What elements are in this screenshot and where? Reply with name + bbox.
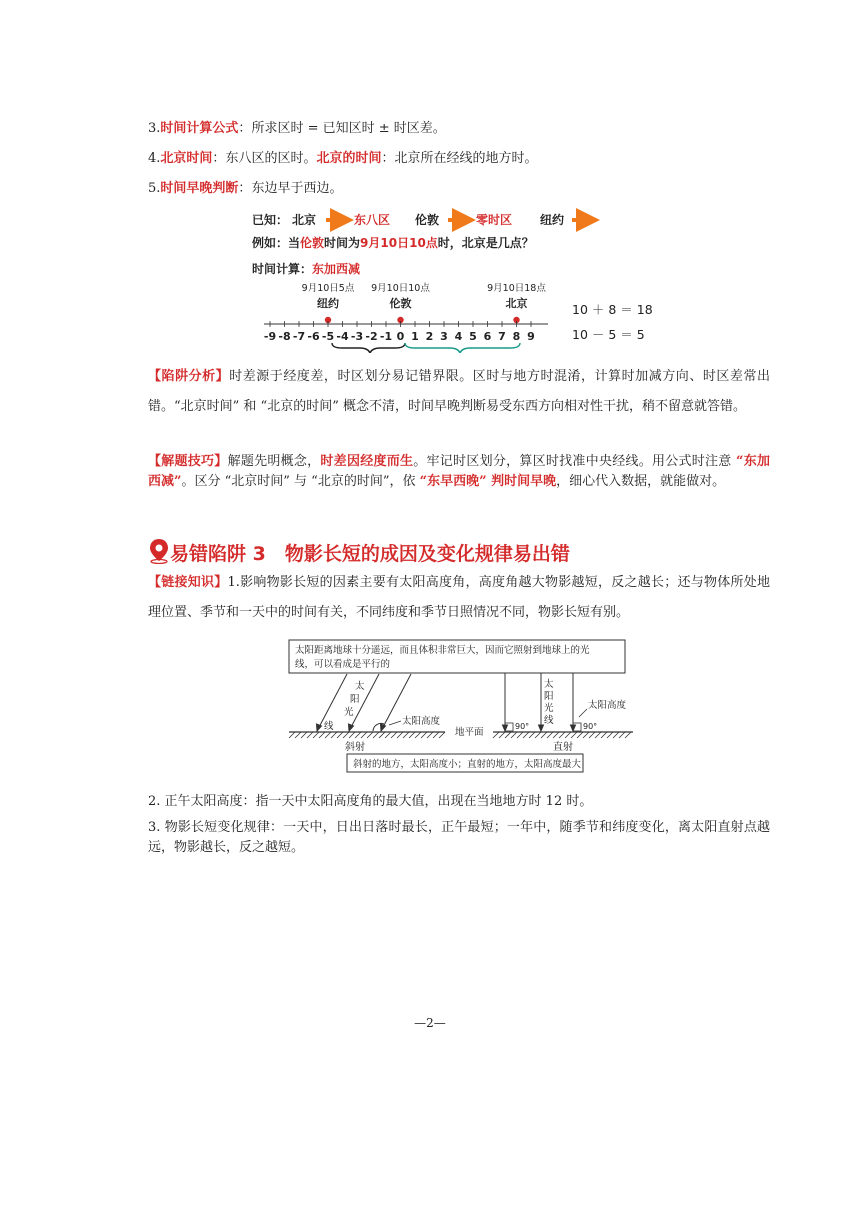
axis-tick-label: 1 [411, 330, 419, 343]
item-formula: 3.时间计算公式：所求区时 = 已知区时 ± 时区差。 [148, 121, 446, 136]
axis-tick-label: -7 [292, 330, 306, 343]
right-angle-label: 90° [583, 722, 598, 731]
solve-tips: 【解题技巧】解题先明概念，时差因经度而生。牢记时区划分，算区时找准中央经线。用公式时注意 “东加西减”。区分 “北京时间” 与 “北京的时间”，依 “东早西晚” 判时间早晚，细心代入数据，就能做对。 [148, 454, 770, 489]
zone-zero-label: 零时区 [476, 213, 513, 227]
direct-rays [503, 673, 576, 731]
axis-tick-label: 3 [440, 330, 448, 343]
ground-label: 地平面 [455, 727, 484, 738]
location-pin-icon [148, 538, 170, 564]
axis-tick-label: 7 [498, 330, 506, 343]
equation-east: 10 ＋ 8 ＝ 18 [572, 302, 653, 317]
city-beijing-label: 北京 [292, 213, 317, 227]
altitude-label-right: 太阳高度 [588, 700, 627, 711]
city-london-label: 伦敦 [415, 213, 440, 227]
city-name-label: 北京 [505, 297, 528, 310]
section-title: 易错陷阱 3 物影长短的成因及变化规律易出错 [170, 543, 570, 565]
axis-tick-label: -2 [365, 330, 378, 343]
example-line: 例如：当伦敦时间为9月10日10点时，北京是几点？ [252, 236, 534, 250]
axis-tick-label: -6 [307, 330, 320, 343]
axis-tick-label: 2 [425, 330, 434, 343]
right-angle-label: 90° [515, 722, 530, 731]
item-early-late: 5.时间早晚判断：东边早于西边。 [148, 181, 343, 196]
axis-tick-label: 8 [512, 330, 521, 343]
sun-rays-figure [285, 637, 637, 779]
axis-tick-label: -4 [336, 330, 349, 343]
page-number: —2— [414, 1016, 446, 1030]
direct-label: 直射 [553, 742, 573, 753]
point-noon-altitude: 2. 正午太阳高度：指一天中太阳高度角的最大值，出现在当地地方时 12 时。 [148, 794, 593, 809]
city-name-label: 伦敦 [389, 297, 412, 310]
axis-tick-label: -8 [278, 330, 291, 343]
direct-ray-label: 太 阳 光 线 [544, 679, 554, 726]
bottom-note: 斜射的地方，太阳高度小；直射的地方，太阳高度最大 [353, 759, 582, 770]
oblique-label: 斜射 [345, 742, 365, 753]
point-shadow-rule: 3. 物影长短变化规律：一天中，日出日落时最长，正午最短；一年中，随季节和纬度变化，离太阳直射点越远，物影越长，反之越短。 [148, 820, 770, 855]
item-beijing-time: 4.北京时间：东八区的区时。北京的时间：北京所在经线的地方时。 [148, 151, 538, 166]
city-newyork-label: 纽约 [540, 213, 565, 227]
top-note-line2: 线，可以看成是平行的 [295, 659, 391, 670]
city-labels [302, 282, 547, 323]
calc-line: 时间计算：东加西减 [252, 262, 361, 276]
axis-tick-label: 5 [469, 330, 477, 343]
altitude-label-left: 太阳高度 [402, 716, 441, 727]
known-label: 已知： [252, 213, 289, 227]
city-time-label: 9月10日10点 [371, 283, 430, 294]
axis-tick-label: 6 [483, 330, 492, 343]
axis-tick-label: -3 [350, 330, 364, 343]
equation-west: 10 － 5 ＝ 5 [572, 327, 645, 342]
trap-analysis: 【陷阱分析】时差源于经度差，时区划分易记错界限。区时与地方时混淆，计算时加减方向、时区差常出错。“北京时间” 和 “北京的时间” 概念不清，时间早晚判断易受东西方向相对性干扰，稍不留意就答错。 [148, 369, 770, 414]
top-note-line1: 太阳距离地球十分遥远，而且体积非常巨大，因而它照射到地球上的光 [295, 645, 590, 656]
axis-tick-label: 0 [396, 330, 405, 343]
axis-tick-label: 9 [527, 330, 535, 343]
zone-east8-label: 东八区 [354, 213, 391, 227]
axis-tick-label: -9 [263, 330, 277, 343]
brace-west [332, 343, 405, 353]
link-knowledge: 【链接知识】1.影响物影长短的因素主要有太阳高度角，高度角越大物影越短，反之越长；还与物体所处地理位置、季节和一天中的时间有关，不同纬度和季节日照情况不同，物影长短有别。 [148, 575, 770, 620]
section-header [148, 538, 570, 566]
oblique-ray-label: 太 阳 光 线 [324, 681, 365, 732]
axis-tick-label: 4 [454, 330, 463, 343]
axis-tick-label: -5 [321, 330, 335, 343]
axis-tick-label: -1 [379, 330, 393, 343]
city-time-label: 9月10日18点 [487, 283, 546, 294]
brace-east [405, 343, 520, 353]
city-name-label: 纽约 [317, 297, 339, 310]
timezone-figure [250, 205, 690, 353]
city-time-label: 9月10日5点 [301, 283, 355, 294]
